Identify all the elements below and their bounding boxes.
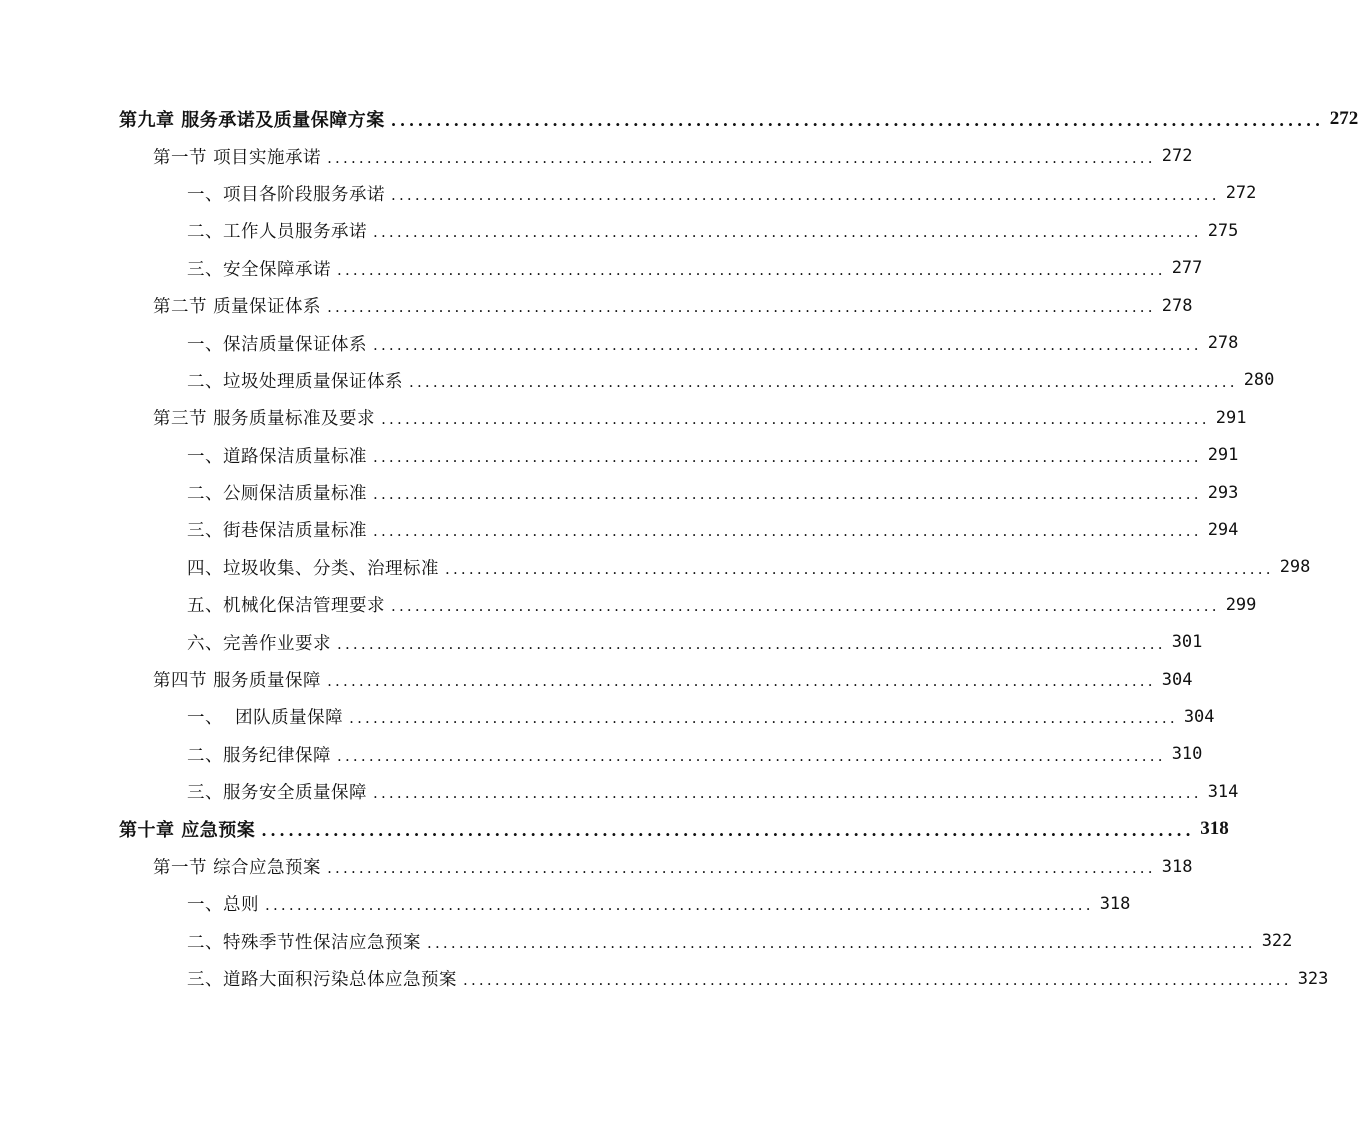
toc-entry-subsection[interactable]: [0, 549, 1311, 586]
toc-entry-subsection[interactable]: [0, 474, 1239, 511]
toc-entry-title: 四、垃圾收集、分类、治理标准: [187, 558, 439, 579]
toc-dot-leader: ........................................................................................................: [427, 933, 1256, 952]
toc-entry-page: 272: [1225, 183, 1257, 204]
toc-entry-title: 二、工作人员服务承诺: [187, 222, 367, 243]
toc-entry-page: 293: [1207, 482, 1239, 503]
toc-entry-title: 第一节 综合应急预案: [153, 858, 322, 878]
toc-entry-page: 310: [1171, 744, 1203, 765]
toc-entry-title: 一、总则: [187, 895, 259, 916]
toc-dot-leader: ........................................................................................................: [265, 896, 1094, 915]
toc-dot-leader: ........................................................................................................: [327, 672, 1156, 691]
toc-entry-page: 275: [1207, 220, 1239, 241]
toc-entry-page: 304: [1183, 706, 1215, 727]
toc-entry-title: 二、公厕保洁质量标准: [187, 484, 367, 505]
toc-dot-leader: ........................................................................................................: [373, 784, 1202, 803]
toc-entry-section[interactable]: [0, 399, 1247, 436]
toc-entry-section[interactable]: [0, 848, 1193, 885]
toc-entry-title: 第一节 项目实施承诺: [153, 147, 322, 168]
toc-dot-leader: ........................................................................................................: [390, 110, 1324, 130]
toc-entry-title: 第二节 质量保证体系: [153, 297, 322, 318]
toc-entry-title: 一、保洁质量保证体系: [187, 334, 367, 355]
toc-dot-leader: ........................................................................................................: [373, 485, 1202, 504]
toc-entry-title: 第十章 应急预案: [119, 820, 256, 842]
toc-entry-section[interactable]: [0, 287, 1193, 324]
toc-entry-page: 278: [1161, 295, 1193, 316]
toc-entry-section[interactable]: [0, 137, 1193, 174]
toc-entry-title: 一、项目各阶段服务承诺: [187, 184, 385, 205]
toc-entry-title: 三、服务安全质量保障: [187, 783, 367, 804]
toc-entry-title: 三、安全保障承诺: [187, 259, 331, 280]
toc-entry-page: 277: [1171, 258, 1203, 279]
toc-entry-title: 第三节 服务质量标准及要求: [153, 409, 376, 430]
toc-entry-subsection[interactable]: [0, 586, 1257, 623]
toc-dot-leader: ........................................................................................................: [373, 335, 1202, 354]
toc-entry-page: 318: [1200, 818, 1229, 840]
toc-entry-subsection[interactable]: [0, 698, 1215, 735]
toc-entry-title: 二、特殊季节性保洁应急预案: [187, 932, 421, 953]
toc-entry-page: 318: [1161, 856, 1193, 877]
toc-entry-subsection[interactable]: [0, 923, 1293, 960]
toc-entry-subsection[interactable]: [0, 175, 1257, 212]
toc-entry-page: 291: [1207, 445, 1239, 466]
toc-entry-page: 272: [1329, 107, 1358, 129]
toc-dot-leader: ........................................................................................................: [337, 260, 1166, 279]
toc-dot-leader: ........................................................................................................: [391, 185, 1220, 204]
toc-dot-leader: ........................................................................................................: [327, 859, 1156, 877]
toc-entry-chapter-9[interactable]: [0, 100, 1358, 137]
toc-entry-page: 294: [1207, 519, 1239, 540]
toc-dot-leader: ........................................................................................................: [463, 971, 1292, 990]
toc-entry-subsection[interactable]: [0, 212, 1239, 249]
toc-entry-page: 314: [1207, 781, 1239, 802]
toc-entry-title: 第九章 服务承诺及质量保障方案: [119, 109, 385, 131]
toc-entry-page: 323: [1297, 968, 1329, 989]
toc-entry-title: 二、服务纪律保障: [187, 745, 331, 766]
toc-entry-title: 一、道路保洁质量标准: [187, 446, 367, 467]
toc-entry-subsection[interactable]: [0, 324, 1239, 361]
toc-entry-subsection[interactable]: [0, 736, 1203, 773]
toc-dot-leader: ........................................................................................................: [391, 597, 1220, 616]
toc-entry-page: 272: [1161, 146, 1193, 167]
toc-dot-leader: ........................................................................................................: [337, 634, 1166, 653]
toc-entry-page: 304: [1161, 669, 1193, 690]
toc-entry-section[interactable]: [0, 661, 1193, 698]
toc-entry-subsection[interactable]: [0, 623, 1203, 660]
toc-entry-page: 278: [1207, 333, 1239, 354]
toc-dot-leader: ........................................................................................................: [327, 298, 1156, 317]
toc-entry-title: 五、机械化保洁管理要求: [187, 596, 385, 617]
toc-dot-leader: ........................................................................................................: [261, 821, 1195, 841]
toc-dot-leader: ........................................................................................................: [349, 709, 1178, 728]
toc-entry-title: 第四节 服务质量保障: [153, 671, 322, 692]
toc-dot-leader: ........................................................................................................: [373, 447, 1202, 466]
toc-entry-page: 298: [1279, 557, 1311, 578]
toc-entry-subsection[interactable]: [0, 362, 1275, 399]
toc-entry-title: 一、 团队质量保障: [187, 708, 344, 729]
toc-entry-page: 299: [1225, 594, 1257, 615]
toc-entry-page: 318: [1099, 893, 1131, 914]
toc-entry-page: 280: [1243, 370, 1275, 391]
toc-dot-leader: ........................................................................................................: [381, 410, 1210, 429]
toc-dot-leader: ........................................................................................................: [409, 372, 1238, 391]
toc-entry-subsection[interactable]: [0, 250, 1203, 287]
toc-entry-title: 三、道路大面积污染总体应急预案: [187, 970, 457, 991]
toc-dot-leader: ........................................................................................................: [373, 223, 1202, 242]
toc-entry-title: 六、完善作业要求: [187, 633, 331, 654]
toc-entry-page: 301: [1171, 632, 1203, 653]
toc-entry-title: 二、垃圾处理质量保证体系: [187, 371, 403, 392]
toc-entry-page: 322: [1261, 931, 1293, 952]
toc-entry-subsection[interactable]: [0, 885, 1131, 922]
toc-entry-title: 三、街巷保洁质量标准: [187, 521, 367, 542]
toc-entry-subsection[interactable]: [0, 773, 1239, 810]
toc-entry-subsection[interactable]: [0, 511, 1239, 548]
table-of-contents: [0, 100, 1358, 997]
toc-entry-subsection[interactable]: [0, 437, 1239, 474]
toc-entry-chapter-10[interactable]: [0, 810, 1229, 847]
toc-entry-page: 291: [1215, 407, 1247, 428]
toc-dot-leader: ........................................................................................................: [445, 559, 1274, 578]
toc-dot-leader: ........................................................................................................: [327, 148, 1156, 167]
toc-dot-leader: ........................................................................................................: [373, 522, 1202, 541]
toc-entry-subsection[interactable]: [0, 960, 1329, 997]
toc-dot-leader: ........................................................................................................: [337, 746, 1166, 765]
